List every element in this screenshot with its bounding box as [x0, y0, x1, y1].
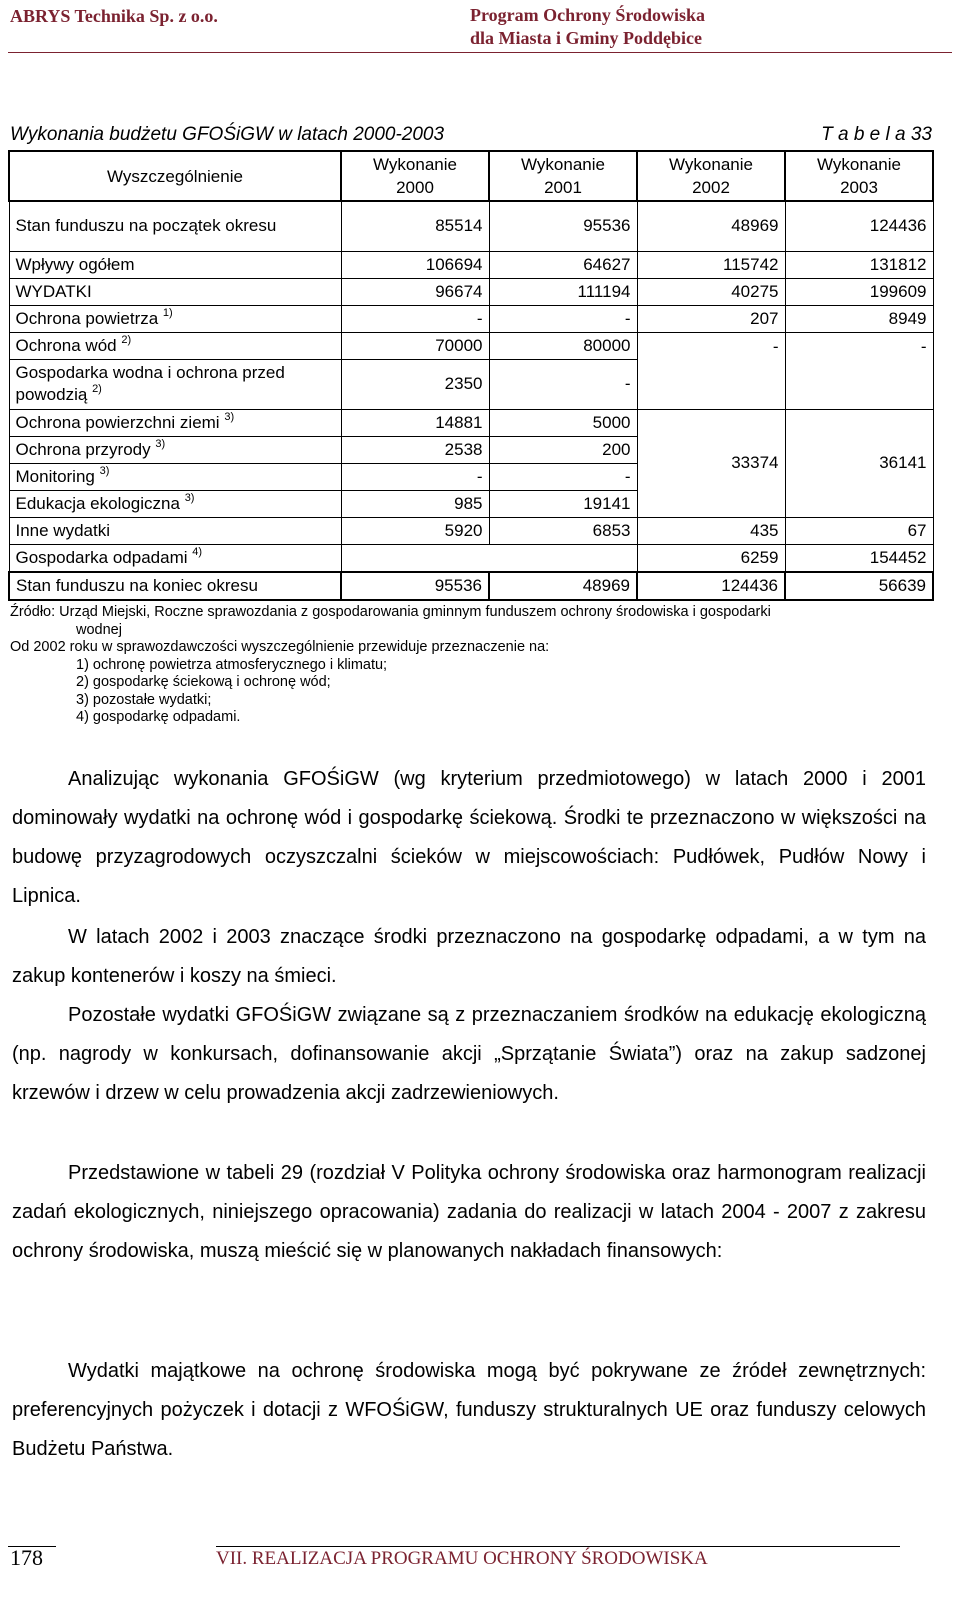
table-cell: 111194 [489, 278, 637, 305]
row-label [9, 409, 341, 436]
header-divider [8, 52, 952, 53]
table-cell: 95536 [489, 201, 637, 251]
footnote-marker: 3) [155, 437, 166, 450]
row-label: Stan funduszu na początek okresu [9, 201, 341, 251]
paragraph [12, 760, 926, 916]
table-cell: 48969 [489, 572, 637, 600]
table-row [9, 251, 933, 278]
table-cell: 19141 [489, 490, 637, 517]
footer-divider [216, 1546, 900, 1547]
row-label [9, 463, 341, 490]
table-cell: - [341, 463, 489, 490]
table-cell-merged: - [637, 332, 785, 409]
row-label-text: Ochrona powierzchni ziemi [15, 412, 220, 432]
col-header-year: 2001 [544, 178, 582, 197]
table-cell: 85514 [341, 201, 489, 251]
col-header-word: Wykonanie [817, 155, 901, 174]
source-note-item: 2) gospodarkę ściekową i ochronę wód; [76, 674, 331, 690]
table-cell: 6853 [489, 517, 637, 544]
table-cell: - [489, 359, 637, 409]
table-row [9, 305, 933, 332]
table-cell: 64627 [489, 251, 637, 278]
header-program [470, 4, 770, 50]
col-header-word: Wykonanie [373, 155, 457, 174]
source-note-item: 3) pozostałe wydatki; [76, 691, 212, 708]
table-cell: 70000 [341, 332, 489, 359]
table-cell: 435 [637, 517, 785, 544]
row-label: Inne wydatki [9, 517, 341, 544]
table-caption [10, 124, 932, 146]
paragraph-text: W latach 2002 i 2003 znaczące środki przeznaczono na gospodarkę odpadami, a w tym na zakup kontenerów i koszy na śmieci. [12, 926, 926, 987]
table-row [9, 201, 933, 251]
table-cell: 48969 [637, 201, 785, 251]
source-note-intro: Od 2002 roku w sprawozdawczości wyszczególnienie przewiduje przeznaczenie na: [10, 639, 550, 655]
table-source-notes [10, 604, 930, 727]
table-cell: 207 [637, 305, 785, 332]
paragraph [12, 918, 926, 996]
row-label [9, 490, 341, 517]
table-cell: - [341, 305, 489, 332]
footer-chapter-title: VII. REALIZACJA PROGRAMU OCHRONY ŚRODOWISKA [216, 1548, 708, 1569]
col-header-year: 2002 [692, 178, 730, 197]
table-cell-merged: 33374 [637, 409, 785, 517]
paragraph [12, 1352, 926, 1469]
row-label-text: Edukacja ekologiczna [15, 493, 180, 513]
table-row [9, 332, 933, 359]
paragraph-text: Analizując wykonania GFOŚiGW (wg kryterium przedmiotowego) w latach 2000 i 2001 dominowały wydatki na ochronę wód i gospodarkę ściekową. Środki te przeznaczono w większości na budowę przyzagrodowych oczyszczalni ścieków w miejscowościach: Pudłówek, Pudłów Nowy i Lipnica. [12, 768, 926, 907]
table-header-row [9, 151, 933, 201]
source-line-cont: wodnej [76, 621, 122, 638]
header-program-line1: Program Ochrony Środowiska [470, 5, 706, 25]
col-header-label: Wyszczególnienie [9, 151, 341, 201]
row-label: Stan funduszu na koniec okresu [9, 572, 341, 600]
table-cell: 80000 [489, 332, 637, 359]
table-cell: 5920 [341, 517, 489, 544]
row-label-text: Gospodarka odpadami [15, 547, 188, 567]
table-cell: 56639 [785, 572, 933, 600]
row-label-text: Ochrona przyrody [15, 439, 151, 459]
row-label-text: Gospodarka wodna i ochrona przed powodzią [15, 363, 285, 404]
table-cell: 14881 [341, 409, 489, 436]
source-note-item: 1) ochronę powietrza atmosferycznego i klimatu; [76, 656, 388, 673]
table-cell: 115742 [637, 251, 785, 278]
page-number: 178 [10, 1545, 43, 1570]
table-cell: 124436 [637, 572, 785, 600]
col-header-2003 [785, 151, 933, 201]
table-cell-merged: - [785, 332, 933, 409]
paragraph-text: Pozostałe wydatki GFOŚiGW związane są z przeznaczaniem środków na edukację ekologiczną (np. nagrody w konkursach, dofinansowanie akcji „Sprzątanie Świata”) oraz na zakup sadzonej krzewów i drzew w celu prowadzenia akcji zadrzewieniowych. [12, 1004, 926, 1104]
table-cell: - [489, 463, 637, 490]
table-row [9, 572, 933, 600]
row-label [9, 359, 341, 409]
row-label: WYDATKI [9, 278, 341, 305]
table-row [9, 409, 933, 436]
footnote-marker: 3) [224, 410, 235, 423]
row-label-text: Monitoring [15, 466, 95, 486]
footnote-marker: 2) [121, 333, 132, 346]
table-cell: 154452 [785, 544, 933, 572]
table-cell: 6259 [637, 544, 785, 572]
col-header-year: 2003 [840, 178, 878, 197]
table-cell: 200 [489, 436, 637, 463]
row-label [9, 544, 341, 572]
source-line: Źródło: Urząd Miejski, Roczne sprawozdania z gospodarowania gminnym funduszem ochrony środowiska i gospodarki [10, 604, 771, 620]
footnote-marker: 3) [99, 464, 110, 477]
table-cell: 2538 [341, 436, 489, 463]
table-cell: 40275 [637, 278, 785, 305]
col-header-2002 [637, 151, 785, 201]
table-cell: 5000 [489, 409, 637, 436]
paragraph [12, 1154, 926, 1271]
row-label [9, 332, 341, 359]
table-row [9, 278, 933, 305]
table-row [9, 517, 933, 544]
col-header-year: 2000 [396, 178, 434, 197]
footnote-marker: 2) [92, 383, 102, 395]
table-cell-merged: 36141 [785, 409, 933, 517]
table-cell: 985 [341, 490, 489, 517]
col-header-word: Wykonanie [669, 155, 753, 174]
table-cell: 124436 [785, 201, 933, 251]
footnote-marker: 1) [162, 306, 173, 319]
table-row [9, 544, 933, 572]
paragraph-text: Przedstawione w tabeli 29 (rozdział V Polityka ochrony środowiska oraz harmonogram realizacji zadań ekologicznych, niniejszego opracowania) zadania do realizacji w latach 2004 - 2007 z zakresu ochrony środowiska, muszą mieścić się w planowanych nakładach finansowych: [12, 1162, 926, 1262]
header-company: ABRYS Technika Sp. z o.o. [10, 6, 218, 26]
table-cell: 199609 [785, 278, 933, 305]
col-header-word: Wykonanie [521, 155, 605, 174]
footnote-marker: 4) [192, 545, 203, 558]
paragraph-text: Wydatki majątkowe na ochronę środowiska mogą być pokrywane ze źródeł zewnętrznych: preferencyjnych pożyczek i dotacji z WFOŚiGW, funduszy strukturalnych UE oraz funduszy celowych Budżetu Państwa. [12, 1360, 926, 1460]
table-number: T a b e l a 33 [821, 124, 932, 145]
table-cell: 95536 [341, 572, 489, 600]
table-cell: 106694 [341, 251, 489, 278]
paragraph [12, 996, 926, 1113]
header-program-line2: dla Miasta i Gminy Poddębice [470, 28, 703, 48]
table-cell: 67 [785, 517, 933, 544]
table-cell: 8949 [785, 305, 933, 332]
footnote-marker: 3) [184, 491, 195, 504]
table-cell: 96674 [341, 278, 489, 305]
row-label [9, 436, 341, 463]
col-header-2000 [341, 151, 489, 201]
row-label: Wpływy ogółem [9, 251, 341, 278]
col-header-2001 [489, 151, 637, 201]
row-label [9, 305, 341, 332]
table-cell: - [489, 305, 637, 332]
table-cell-empty [341, 544, 637, 572]
table-cell: 2350 [341, 359, 489, 409]
source-note-item: 4) gospodarkę odpadami. [76, 709, 241, 725]
row-label-text: Ochrona powietrza [15, 308, 159, 328]
row-label-text: Ochrona wód [15, 335, 117, 355]
table-cell: 131812 [785, 251, 933, 278]
budget-table [8, 150, 934, 601]
table-caption-title: Wykonania budżetu GFOŚiGW w latach 2000-2003 [10, 124, 445, 145]
